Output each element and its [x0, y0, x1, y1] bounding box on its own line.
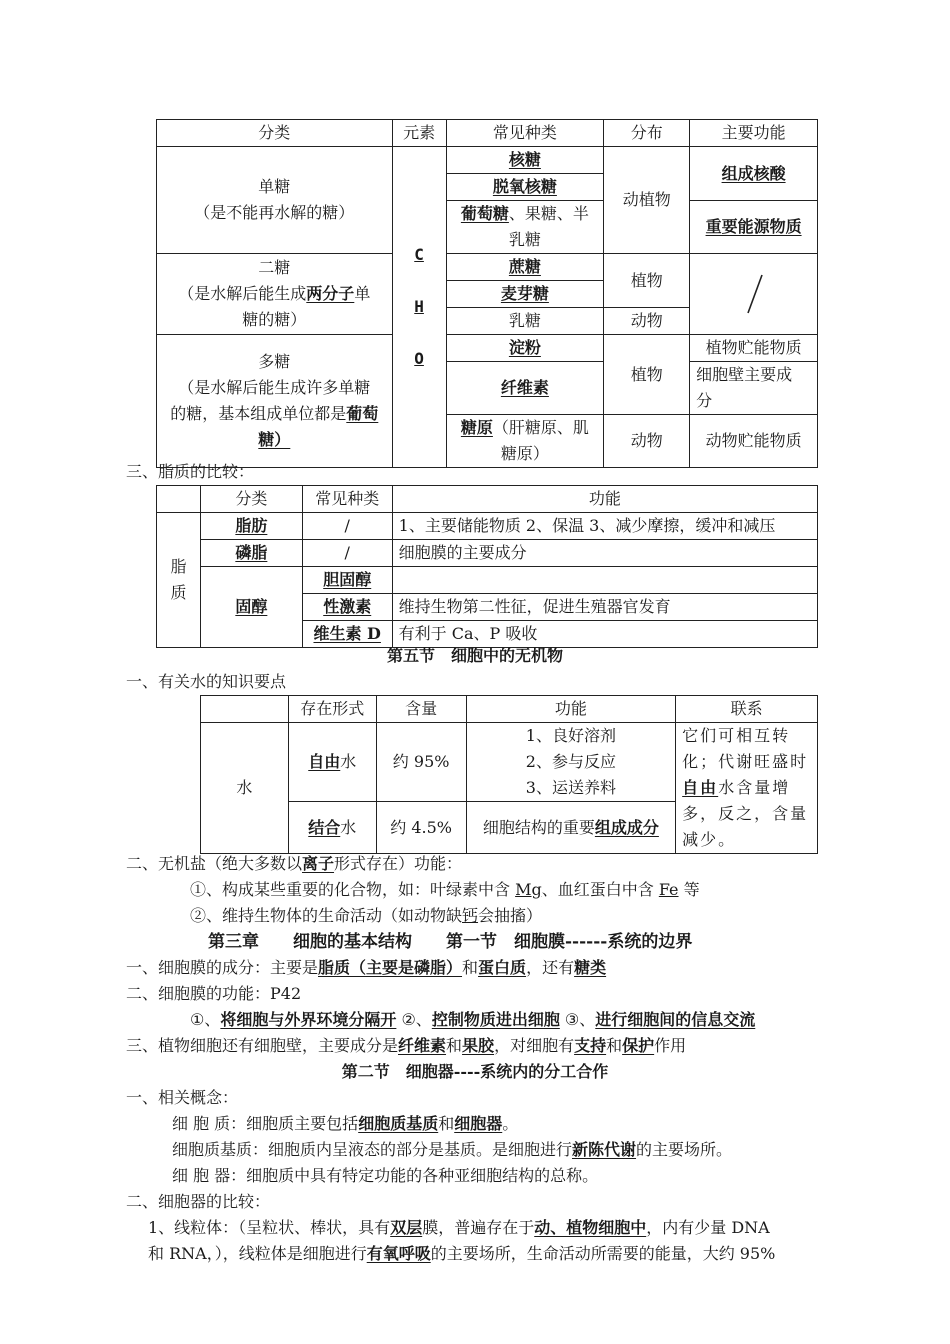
lipid-header-types: 常见种类 — [302, 486, 392, 513]
func-plant-store: 植物贮能物质 — [690, 335, 818, 362]
lipid-fat-type: / — [302, 513, 392, 540]
di-title: 二糖 — [258, 258, 291, 277]
header-element: 元素 — [392, 120, 446, 147]
header-function: 主要功能 — [690, 120, 818, 147]
membrane-line-4: 三、植物细胞还有细胞壁，主要成分是纤维素和果胶，对细胞有支持和保护作用 — [126, 1036, 687, 1055]
lipid-fat: 脂肪 — [200, 513, 302, 540]
membrane-line-3: ①、将细胞与外界环境分隔开 ②、控制物质进出细胞 ③、进行细胞间的信息交流 — [190, 1010, 756, 1029]
monosaccharide-cell — [157, 147, 393, 254]
salt-line-1: 二、无机盐（绝大多数以离子形式存在）功能： — [126, 854, 463, 873]
organelle-line-2: 细 胞 质：细胞质主要包括细胞质基质和细胞器。 — [172, 1114, 519, 1133]
lipid-sterol: 固醇 — [200, 567, 302, 648]
lipid-header-blank — [157, 486, 201, 513]
water-relation: 它们可相互转 化；代谢旺盛时 自由水含量增 多，反之，含量 减少。 — [676, 723, 818, 854]
type-lactose: 乳糖 — [446, 308, 604, 335]
type-maltose: 麦芽糖 — [446, 281, 604, 308]
lipid-fat-func: 1、主要储能物质 2、保温 3、减少摩擦，缓冲和减压 — [392, 513, 817, 540]
type-glycogen: 糖原（肝糖原、肌 糖原） — [446, 415, 604, 468]
polysaccharide-cell: 多糖 （是水解后能生成许多单糖 的糖，基本组成单位都是葡萄 糖） — [157, 335, 393, 468]
bound-water-amount: 约 4.5% — [376, 802, 466, 854]
lipid-sex-func: 维持生物第二性征，促进生殖器官发育 — [392, 594, 817, 621]
salt-line-2: ①、构成某些重要的化合物，如：叶绿素中含 Mg、血红蛋白中含 Fe 等 — [190, 880, 700, 899]
water-label: 水 — [201, 723, 289, 854]
dist-both: 动植物 — [604, 147, 690, 254]
dist-plant-poly: 植物 — [604, 335, 690, 415]
lipid-vitd-func: 有利于 Ca、P 吸收 — [392, 621, 817, 648]
dist-animal-poly: 动物 — [604, 415, 690, 468]
lipid-sex-hormone: 性激素 — [302, 594, 392, 621]
water-header-function: 功能 — [466, 696, 676, 723]
organelle-line-1: 一、相关概念： — [126, 1088, 239, 1107]
organelle-line-7: 和 RNA，），线粒体是细胞进行有氧呼吸的主要场所，生命活动所需要的能量，大约 95% — [148, 1244, 776, 1263]
disaccharide-cell: 二糖 （是水解后能生成两分子单 糖的糖） — [157, 254, 393, 335]
free-water: 自由水 — [288, 723, 376, 802]
dist-animal-di: 动物 — [604, 308, 690, 335]
bound-water: 结合水 — [288, 802, 376, 854]
section5-title: 第五节 细胞中的无机物 — [386, 646, 563, 665]
header-distribution: 分布 — [604, 120, 690, 147]
type-starch: 淀粉 — [446, 335, 604, 362]
sugar-table — [156, 119, 818, 468]
mono-title: 单糖 — [258, 177, 291, 196]
diagonal-slash-icon — [734, 269, 774, 319]
type-deoxyribose: 脱氧核糖 — [446, 174, 604, 201]
func-nucleic: 组成核酸 — [690, 147, 818, 201]
salt-line-3: ②、维持生物体的生命活动（如动物缺钙会抽搐） — [190, 906, 543, 925]
lipid-group-label: 脂 质 — [157, 513, 201, 648]
element-o: O — [414, 349, 424, 368]
type-glucose: 葡萄糖、果糖、半 乳糖 — [446, 201, 604, 254]
header-category: 分类 — [157, 120, 393, 147]
lipid-chol-func — [392, 567, 817, 594]
chapter3-title: 第三章 细胞的基本结构 第一节 细胞膜------系统的边界 — [208, 932, 693, 952]
lipid-phos-func: 细胞膜的主要成分 — [392, 540, 817, 567]
water-header-form: 存在形式 — [288, 696, 376, 723]
lipid-cholesterol: 胆固醇 — [302, 567, 392, 594]
free-water-amount: 约 95% — [376, 723, 466, 802]
element-c: C — [414, 245, 424, 264]
type-ribose: 核糖 — [446, 147, 604, 174]
water-header-amount: 含量 — [376, 696, 466, 723]
membrane-line-2: 二、细胞膜的功能：P42 — [126, 984, 302, 1003]
lipid-table — [156, 485, 818, 648]
organelle-line-5: 二、细胞器的比较： — [126, 1192, 271, 1211]
element-cell — [392, 147, 446, 468]
poly-title: 多糖 — [258, 352, 291, 371]
water-header-blank — [201, 696, 289, 723]
section2-title: 第二节 细胞器----系统内的分工合作 — [341, 1062, 609, 1081]
func-energy: 重要能源物质 — [690, 201, 818, 254]
lipid-header-category: 分类 — [200, 486, 302, 513]
lipid-vitd: 维生素 D — [302, 621, 392, 648]
water-header-relation: 联系 — [676, 696, 818, 723]
mono-desc: （是不能再水解的糖） — [194, 203, 355, 222]
dist-plant-di: 植物 — [604, 254, 690, 308]
water-table — [200, 695, 818, 854]
func-cell-wall: 细胞壁主要成 分 — [690, 362, 818, 415]
lipid-phospholipid: 磷脂 — [200, 540, 302, 567]
lipid-phos-type: / — [302, 540, 392, 567]
type-cellulose: 纤维素 — [446, 362, 604, 415]
lipid-header-function: 功能 — [392, 486, 817, 513]
free-water-functions: 1、良好溶剂 2、参与反应 3、运送养料 — [466, 723, 676, 802]
type-sucrose: 蔗糖 — [446, 254, 604, 281]
bound-water-function: 细胞结构的重要组成成分 — [466, 802, 676, 854]
water-heading: 一、有关水的知识要点 — [126, 672, 287, 691]
element-h: H — [414, 297, 424, 316]
membrane-line-1: 一、细胞膜的成分：主要是脂质（主要是磷脂）和蛋白质，还有糖类 — [126, 958, 607, 977]
func-animal-store: 动物贮能物质 — [690, 415, 818, 468]
func-none — [690, 254, 818, 335]
header-types: 常见种类 — [446, 120, 604, 147]
lipid-heading: 三、脂质的比较： — [126, 462, 255, 481]
organelle-line-6: 1、线粒体：（呈粒状、棒状，具有双层膜，普遍存在于动、植物细胞中，内有少量 DNA — [148, 1218, 770, 1237]
organelle-line-4: 细 胞 器：细胞质中具有特定功能的各种亚细胞结构的总称。 — [172, 1166, 599, 1185]
organelle-line-3: 细胞质基质：细胞质内呈液态的部分是基质。是细胞进行新陈代谢的主要场所。 — [172, 1140, 733, 1159]
